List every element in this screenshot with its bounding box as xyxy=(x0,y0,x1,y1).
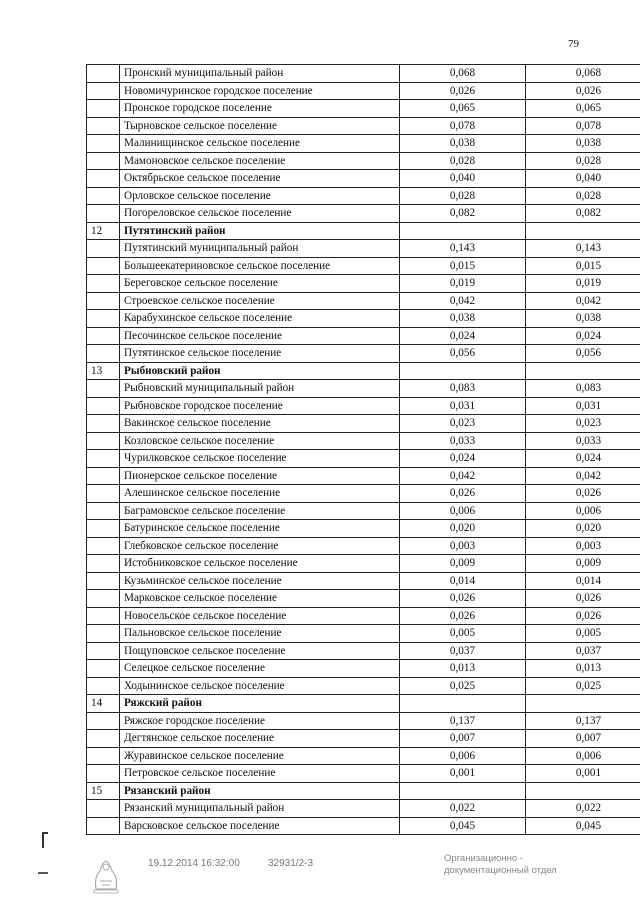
row-number xyxy=(87,765,120,783)
row-value-2: 0,038 xyxy=(526,135,640,153)
row-value-1: 0,040 xyxy=(400,170,526,188)
row-value-1: 0,068 xyxy=(400,65,526,83)
table-row xyxy=(87,135,640,153)
row-value-2: 0,026 xyxy=(526,82,640,100)
margin-mark xyxy=(42,832,44,848)
row-name: Рыбновское городское поселение xyxy=(120,397,400,415)
row-number xyxy=(87,642,120,660)
row-number xyxy=(87,397,120,415)
row-number xyxy=(87,712,120,730)
row-value-2: 0,024 xyxy=(526,327,640,345)
row-value-2: 0,026 xyxy=(526,590,640,608)
row-value-2 xyxy=(526,782,640,800)
table-row xyxy=(87,625,640,643)
row-number xyxy=(87,502,120,520)
row-name: Пронское городское поселение xyxy=(120,100,400,118)
row-value-2: 0,040 xyxy=(526,170,640,188)
row-name: Октябрьское сельское поселение xyxy=(120,170,400,188)
row-value-2: 0,015 xyxy=(526,257,640,275)
row-number xyxy=(87,625,120,643)
row-number xyxy=(87,100,120,118)
table-row xyxy=(87,450,640,468)
stamp-datetime: 19.12.2014 16:32:00 xyxy=(148,858,240,869)
row-number xyxy=(87,380,120,398)
row-name: Рыбновский муниципальный район xyxy=(120,380,400,398)
row-number xyxy=(87,555,120,573)
row-name: Новосельское сельское поселение xyxy=(120,607,400,625)
row-value-1: 0,003 xyxy=(400,537,526,555)
table-row xyxy=(87,730,640,748)
table-row xyxy=(87,520,640,538)
page-number: 79 xyxy=(568,38,579,50)
row-number xyxy=(87,485,120,503)
row-value-2: 0,026 xyxy=(526,607,640,625)
row-name: Истобниковское сельское поселение xyxy=(120,555,400,573)
table-row xyxy=(87,327,640,345)
row-name: Путятинское сельское поселение xyxy=(120,345,400,363)
row-number xyxy=(87,537,120,555)
row-value-2: 0,042 xyxy=(526,292,640,310)
row-value-1: 0,006 xyxy=(400,747,526,765)
table-row xyxy=(87,380,640,398)
row-value-2 xyxy=(526,362,640,380)
row-value-2 xyxy=(526,222,640,240)
row-number xyxy=(87,152,120,170)
row-name: Чурилковское сельское поселение xyxy=(120,450,400,468)
table-row xyxy=(87,432,640,450)
row-number xyxy=(87,292,120,310)
row-number xyxy=(87,117,120,135)
row-value-1: 0,038 xyxy=(400,310,526,328)
row-number: 12 xyxy=(87,222,120,240)
row-value-1: 0,015 xyxy=(400,257,526,275)
row-number xyxy=(87,257,120,275)
row-value-2: 0,065 xyxy=(526,100,640,118)
row-name: Пощуповское сельское поселение xyxy=(120,642,400,660)
row-value-1: 0,024 xyxy=(400,450,526,468)
table-row xyxy=(87,170,640,188)
row-name: Вакинское сельское поселение xyxy=(120,415,400,433)
district-header-row xyxy=(87,362,640,380)
row-number xyxy=(87,327,120,345)
table-row xyxy=(87,292,640,310)
row-name: Алешинское сельское поселение xyxy=(120,485,400,503)
row-number xyxy=(87,660,120,678)
row-number xyxy=(87,730,120,748)
row-value-1: 0,045 xyxy=(400,817,526,835)
row-value-1: 0,028 xyxy=(400,152,526,170)
row-value-1: 0,001 xyxy=(400,765,526,783)
row-value-2: 0,033 xyxy=(526,432,640,450)
margin-dash xyxy=(38,872,48,874)
row-value-1: 0,023 xyxy=(400,415,526,433)
row-name: Дегтянское сельское поселение xyxy=(120,730,400,748)
row-value-2: 0,083 xyxy=(526,380,640,398)
row-value-2: 0,001 xyxy=(526,765,640,783)
row-value-2: 0,042 xyxy=(526,467,640,485)
row-name: Марковское сельское поселение xyxy=(120,590,400,608)
table-row xyxy=(87,817,640,835)
row-name: Рязанский муниципальный район xyxy=(120,800,400,818)
row-name: Ряжское городское поселение xyxy=(120,712,400,730)
row-value-1: 0,042 xyxy=(400,467,526,485)
coat-of-arms-stamp-icon xyxy=(88,855,124,895)
row-value-2: 0,013 xyxy=(526,660,640,678)
row-value-2: 0,031 xyxy=(526,397,640,415)
table-row xyxy=(87,590,640,608)
row-number xyxy=(87,800,120,818)
table-row xyxy=(87,415,640,433)
row-name: Батуринское сельское поселение xyxy=(120,520,400,538)
row-value-2: 0,003 xyxy=(526,537,640,555)
row-value-2: 0,038 xyxy=(526,310,640,328)
district-header-row xyxy=(87,222,640,240)
row-name: Ряжский район xyxy=(120,695,400,713)
row-value-2: 0,082 xyxy=(526,205,640,223)
row-number xyxy=(87,240,120,258)
stamp-org-line1: Организационно - xyxy=(444,853,524,864)
row-name: Ходынинское сельское поселение xyxy=(120,677,400,695)
row-name: Козловское сельское поселение xyxy=(120,432,400,450)
table-row xyxy=(87,677,640,695)
row-number xyxy=(87,747,120,765)
table-row xyxy=(87,257,640,275)
row-value-1: 0,026 xyxy=(400,82,526,100)
table-row xyxy=(87,100,640,118)
row-value-2: 0,056 xyxy=(526,345,640,363)
row-value-2: 0,020 xyxy=(526,520,640,538)
table-row xyxy=(87,555,640,573)
table-row xyxy=(87,345,640,363)
row-number xyxy=(87,205,120,223)
row-value-1: 0,026 xyxy=(400,590,526,608)
row-value-2: 0,026 xyxy=(526,485,640,503)
row-number xyxy=(87,135,120,153)
table-row xyxy=(87,712,640,730)
table-row xyxy=(87,660,640,678)
row-name: Путятинский муниципальный район xyxy=(120,240,400,258)
row-value-2: 0,068 xyxy=(526,65,640,83)
row-value-2: 0,037 xyxy=(526,642,640,660)
table-row xyxy=(87,117,640,135)
row-number xyxy=(87,345,120,363)
row-number xyxy=(87,65,120,83)
row-value-2: 0,006 xyxy=(526,502,640,520)
row-number: 14 xyxy=(87,695,120,713)
stamp-org-line2: документационный отдел xyxy=(444,865,557,876)
row-value-1: 0,013 xyxy=(400,660,526,678)
row-value-1: 0,025 xyxy=(400,677,526,695)
table-row xyxy=(87,205,640,223)
row-number xyxy=(87,607,120,625)
row-name: Путятинский район xyxy=(120,222,400,240)
row-name: Карабухинское сельское поселение xyxy=(120,310,400,328)
row-value-1: 0,026 xyxy=(400,607,526,625)
row-name: Пионерское сельское поселение xyxy=(120,467,400,485)
row-value-1 xyxy=(400,695,526,713)
row-value-2: 0,028 xyxy=(526,187,640,205)
row-value-1 xyxy=(400,362,526,380)
table-row xyxy=(87,275,640,293)
row-value-1: 0,014 xyxy=(400,572,526,590)
row-value-1: 0,037 xyxy=(400,642,526,660)
row-number: 15 xyxy=(87,782,120,800)
row-name: Новомичуринское городское поселение xyxy=(120,82,400,100)
row-value-2: 0,137 xyxy=(526,712,640,730)
row-value-1: 0,083 xyxy=(400,380,526,398)
row-value-2: 0,019 xyxy=(526,275,640,293)
row-value-2: 0,006 xyxy=(526,747,640,765)
table-row xyxy=(87,187,640,205)
row-value-1: 0,020 xyxy=(400,520,526,538)
row-number xyxy=(87,817,120,835)
row-value-2: 0,143 xyxy=(526,240,640,258)
row-name: Береговское сельское поселение xyxy=(120,275,400,293)
table-row xyxy=(87,572,640,590)
row-name: Петровское сельское поселение xyxy=(120,765,400,783)
row-name: Большеекатериновское сельское поселение xyxy=(120,257,400,275)
table-row xyxy=(87,467,640,485)
data-table xyxy=(86,64,640,835)
row-name: Рыбновский район xyxy=(120,362,400,380)
row-name: Пронский муниципальный район xyxy=(120,65,400,83)
table-row xyxy=(87,82,640,100)
row-name: Кузьминское сельское поселение xyxy=(120,572,400,590)
table-row xyxy=(87,502,640,520)
row-value-1: 0,082 xyxy=(400,205,526,223)
row-name: Мамоновское сельское поселение xyxy=(120,152,400,170)
row-name: Глебковское сельское поселение xyxy=(120,537,400,555)
table-body xyxy=(87,65,640,835)
row-name: Баграмовское сельское поселение xyxy=(120,502,400,520)
row-value-2: 0,023 xyxy=(526,415,640,433)
row-name: Рязанский район xyxy=(120,782,400,800)
row-number xyxy=(87,432,120,450)
row-name: Селецкое сельское поселение xyxy=(120,660,400,678)
row-number xyxy=(87,590,120,608)
table-row xyxy=(87,240,640,258)
stamp-document-number: 32931/2-3 xyxy=(268,858,314,869)
table-row xyxy=(87,607,640,625)
table-row xyxy=(87,65,640,83)
row-value-1: 0,024 xyxy=(400,327,526,345)
row-value-2: 0,025 xyxy=(526,677,640,695)
table-row xyxy=(87,397,640,415)
row-value-1: 0,143 xyxy=(400,240,526,258)
row-value-1: 0,033 xyxy=(400,432,526,450)
row-value-1: 0,031 xyxy=(400,397,526,415)
table-row xyxy=(87,537,640,555)
table-row xyxy=(87,800,640,818)
stamp-organization xyxy=(444,853,594,877)
row-name: Погореловское сельское поселение xyxy=(120,205,400,223)
row-value-1: 0,038 xyxy=(400,135,526,153)
table-row xyxy=(87,310,640,328)
row-value-1: 0,042 xyxy=(400,292,526,310)
row-value-1: 0,026 xyxy=(400,485,526,503)
row-name: Орловское сельское поселение xyxy=(120,187,400,205)
row-name: Тырновское сельское поселение xyxy=(120,117,400,135)
row-number xyxy=(87,572,120,590)
row-value-1: 0,056 xyxy=(400,345,526,363)
row-value-2: 0,024 xyxy=(526,450,640,468)
table-row xyxy=(87,152,640,170)
row-name: Малинищинское сельское поселение xyxy=(120,135,400,153)
row-number xyxy=(87,520,120,538)
row-value-2: 0,005 xyxy=(526,625,640,643)
row-number xyxy=(87,450,120,468)
row-value-1: 0,019 xyxy=(400,275,526,293)
table-row xyxy=(87,747,640,765)
row-value-1: 0,007 xyxy=(400,730,526,748)
row-value-1: 0,009 xyxy=(400,555,526,573)
row-name: Журавинское сельское поселение xyxy=(120,747,400,765)
row-number: 13 xyxy=(87,362,120,380)
district-header-row xyxy=(87,782,640,800)
row-value-2: 0,014 xyxy=(526,572,640,590)
row-value-1 xyxy=(400,782,526,800)
row-value-2 xyxy=(526,695,640,713)
row-value-2: 0,028 xyxy=(526,152,640,170)
row-name: Варсковское сельское поселение xyxy=(120,817,400,835)
row-value-1: 0,022 xyxy=(400,800,526,818)
row-number xyxy=(87,82,120,100)
row-value-2: 0,022 xyxy=(526,800,640,818)
table-row xyxy=(87,642,640,660)
row-name: Песочинское сельское поселение xyxy=(120,327,400,345)
row-value-1 xyxy=(400,222,526,240)
row-value-1: 0,006 xyxy=(400,502,526,520)
row-number xyxy=(87,170,120,188)
row-value-2: 0,009 xyxy=(526,555,640,573)
table-row xyxy=(87,485,640,503)
row-value-1: 0,137 xyxy=(400,712,526,730)
row-value-1: 0,028 xyxy=(400,187,526,205)
row-name: Пальновское сельское поселение xyxy=(120,625,400,643)
row-value-2: 0,078 xyxy=(526,117,640,135)
row-value-2: 0,007 xyxy=(526,730,640,748)
row-name: Строевское сельское поселение xyxy=(120,292,400,310)
district-header-row xyxy=(87,695,640,713)
row-value-1: 0,065 xyxy=(400,100,526,118)
row-number xyxy=(87,467,120,485)
table-row xyxy=(87,765,640,783)
row-number xyxy=(87,415,120,433)
row-number xyxy=(87,310,120,328)
row-number xyxy=(87,677,120,695)
row-value-2: 0,045 xyxy=(526,817,640,835)
row-number xyxy=(87,187,120,205)
row-value-1: 0,078 xyxy=(400,117,526,135)
row-number xyxy=(87,275,120,293)
row-value-1: 0,005 xyxy=(400,625,526,643)
